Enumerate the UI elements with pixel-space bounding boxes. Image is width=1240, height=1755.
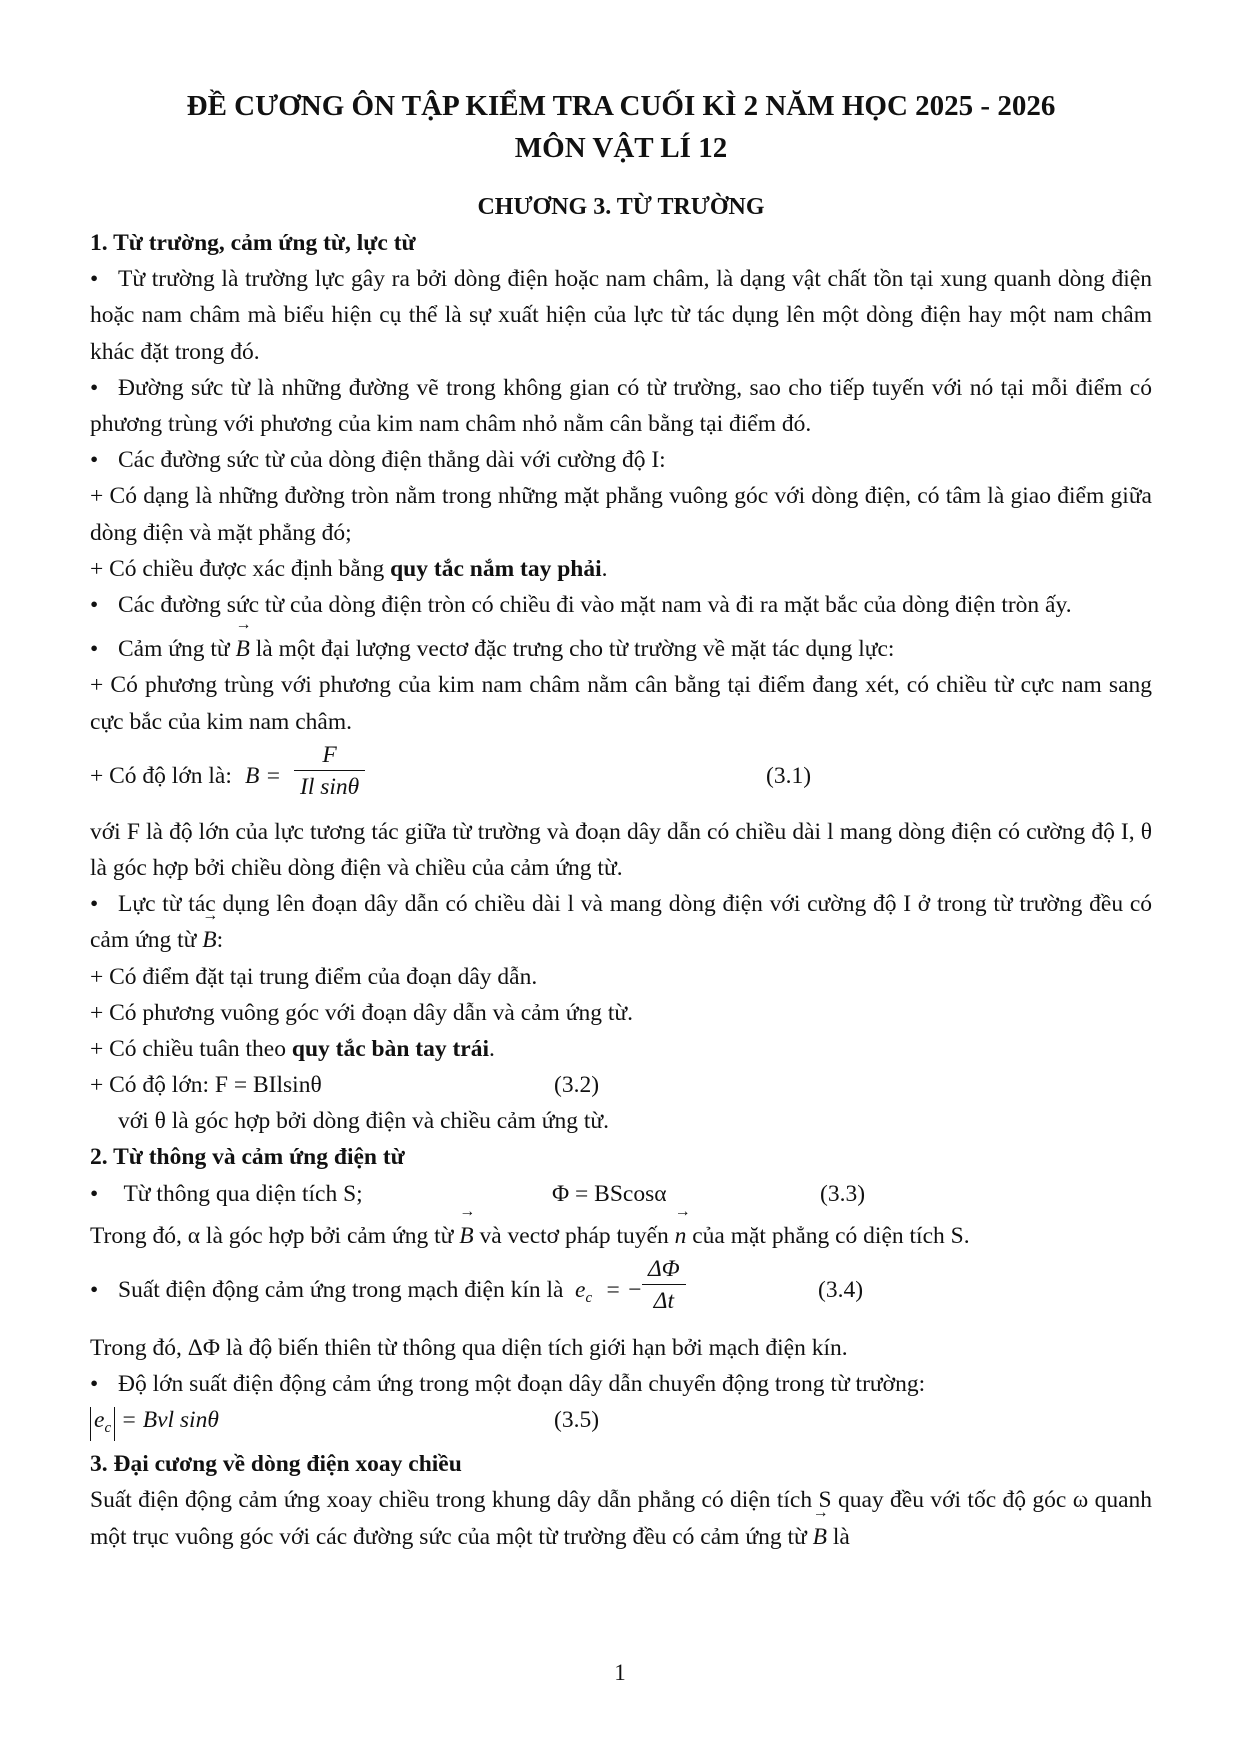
s1-paragraph-4: + Có dạng là những đường tròn nằm trong những mặt phẳng vuông góc với dòng điện, có tâm là giao điểm giữa dòng điện và mặt phẳng đó; (90, 483, 1152, 546)
s2-paragraph-2: Trong đó, α là góc hợp bởi cảm ứng từ → B và vectơ pháp tuyến → n của mặt phẳng có diện tích S. (90, 1218, 1152, 1254)
s2-paragraph-4: Trong đó, ΔΦ là độ biến thiên từ thông qua diện tích giới hạn bởi mạch điện kín. (90, 1334, 848, 1361)
s1-paragraph-3: • Các đường sức từ của dòng điện thẳng dài với cường độ I: (90, 442, 1152, 478)
equation-number: (3.2) (554, 1072, 600, 1099)
equation-3-1: + Có độ lớn là: B = $\frac{F}{\text{Il sinθ}}$ (3.1) (90, 741, 812, 800)
s1-paragraph-14: + Có chiều tuân theo quy tắc bàn tay trái. (90, 1036, 495, 1063)
equation-number: (3.3) (820, 1180, 866, 1207)
s2-paragraph-5: • Độ lớn suất điện động cảm ứng trong một đoạn dây dẫn chuyển động trong từ trường: (90, 1366, 1152, 1402)
vector-b-symbol: → B (236, 631, 250, 667)
document-page (90, 85, 1152, 1555)
document-subtitle: MÔN VẬT LÍ 12 (514, 132, 728, 164)
left-hand-rule: quy tắc bàn tay trái (291, 1036, 490, 1063)
equation-number: (3.1) (766, 762, 812, 789)
s1-paragraph-11: • Lực từ tác dụng lên đoạn dây dẫn có chiều dài l và mang dòng điện với cường độ I ở trong từ trường đều có cảm ứng từ → B: (90, 886, 1152, 958)
s1-paragraph-12: + Có điểm đặt tại trung điểm của đoạn dây dẫn. (90, 963, 538, 990)
equation-number: (3.5) (554, 1407, 600, 1434)
chapter-heading: CHƯƠNG 3. TỪ TRƯỜNG (477, 194, 765, 220)
vector-b-symbol: → B (459, 1218, 473, 1254)
s1-paragraph-8: + Có phương trùng với phương của kim nam châm nằm cân bằng tại điểm đang xét, có chiều từ cực nam sang cực bắc của kim nam châm. (90, 672, 1152, 735)
equation-number: (3.4) (818, 1276, 864, 1303)
vector-b-symbol: → B (202, 922, 216, 958)
section-2-heading: 2. Từ thông và cảm ứng điện từ (90, 1144, 405, 1171)
equation-3-2: + Có độ lớn: F = BIlsinθ (3.2) (90, 1067, 1152, 1103)
s1-paragraph-5: + Có chiều được xác định bằng quy tắc nắm tay phải. (90, 555, 608, 582)
section-3-heading: 3. Đại cương về dòng điện xoay chiều (90, 1451, 462, 1478)
s1-paragraph-13: + Có phương vuông góc với đoạn dây dẫn và cảm ứng từ. (90, 999, 633, 1026)
s1-paragraph-2: • Đường sức từ là những đường vẽ trong không gian có từ trường, sao cho tiếp tuyến với nó tại mỗi điểm có phương trùng với phương của kim nam châm nhỏ nằm cân bằng tại điểm đó. (90, 370, 1152, 442)
right-hand-rule: quy tắc nắm tay phải (390, 555, 602, 582)
s1-paragraph-7: • Cảm ứng từ → B là một đại lượng vectơ đặc trưng cho từ trường về mặt tác dụng lực: (90, 631, 1152, 667)
equation-3-5: $e_c$ = Bvl sinθ (3.5) (90, 1402, 1152, 1440)
s3-paragraph-1: Suất điện động cảm ứng xoay chiều trong khung dây dẫn phẳng có diện tích S quay đều với tốc độ góc ω quanh một trục vuông góc với các đường sức của một từ trường đều có cảm ứng từ → B là (90, 1482, 1152, 1554)
section-1-heading: 1. Từ trường, cảm ứng từ, lực từ (90, 230, 416, 256)
s1-paragraph-10: với F là độ lớn của lực tương tác giữa từ trường và đoạn dây dẫn có chiều dài l mang dòng điện có cường độ I, θ là góc hợp bởi chiều dòng điện và chiều của cảm ứng từ. (90, 818, 1152, 882)
equation-3-3: • Từ thông qua diện tích S; Φ = BScosα (3.3) (90, 1176, 1152, 1212)
s1-paragraph-16: với θ là góc hợp bởi dòng điện và chiều cảm ứng từ. (118, 1108, 610, 1135)
page-number: 1 (614, 1660, 626, 1685)
vector-n-symbol: → n (675, 1218, 687, 1254)
s1-paragraph-1: • Từ trường là trường lực gây ra bởi dòng điện hoặc nam châm, là dạng vật chất tồn tại xung quanh dòng điện hoặc nam châm mà biểu hiện cụ thể là sự xuất hiện của lực từ tác dụng lên một dòng điện hay một nam châm khác đặt trong đó. (90, 261, 1152, 370)
s1-paragraph-6: • Các đường sức từ của dòng điện tròn có chiều đi vào mặt nam và đi ra mặt bắc của dòng điện tròn ấy. (90, 587, 1152, 623)
vector-b-symbol: → B (813, 1519, 827, 1555)
document-title: ĐỀ CƯƠNG ÔN TẬP KIỂM TRA CUỐI KÌ 2 NĂM HỌC 2025 - 2026 (186, 90, 1056, 122)
equation-3-4: • Suất điện động cảm ứng trong mạch điện kín là $e_c$ = − $\frac{\Delta\Phi}{\Delta t}$ (3.4) (90, 1255, 864, 1314)
